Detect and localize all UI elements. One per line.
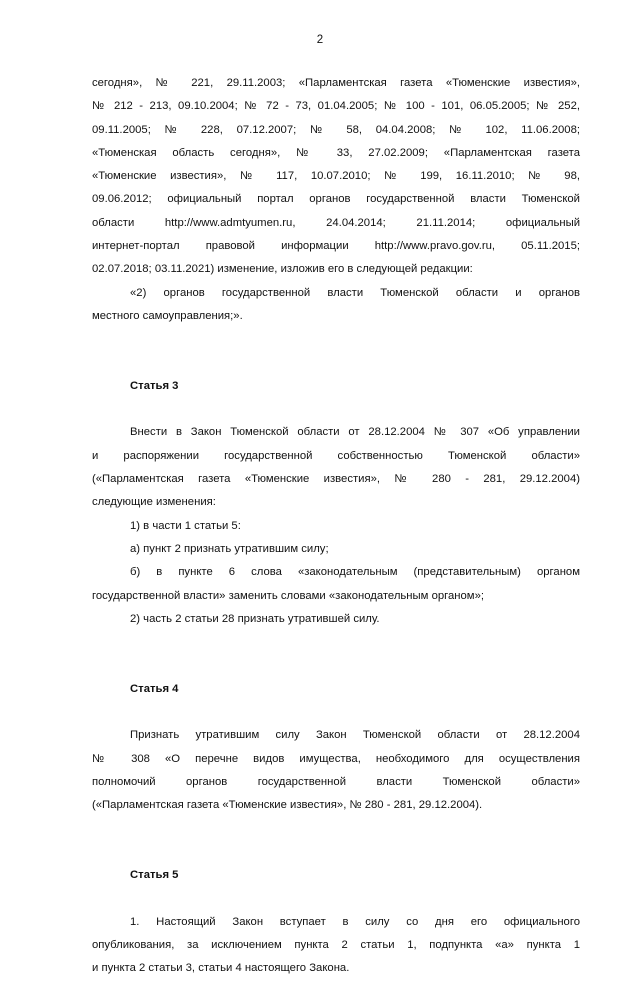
list-item: 1) в части 1 статьи 5: <box>130 519 241 532</box>
text-line: «Тюменская область сегодня», № 33, 27.02.2009; «Парламентская газета <box>92 146 580 159</box>
text-line: области http://www.admtyumen.ru, 24.04.2014; 21.11.2014; официальный <box>92 216 580 229</box>
article-3-heading: Статья 3 <box>130 379 179 392</box>
text-line: («Парламентская газета «Тюменские известия», № 280 - 281, 29.12.2004) <box>92 473 580 486</box>
text-line: и пункта 2 статьи 3, статьи 4 настоящего Закона. <box>92 962 350 975</box>
text-line: опубликования, за исключением пункта 2 статьи 1, подпункта «а» пункта 1 <box>92 938 580 951</box>
text-line: № 212 - 213, 09.10.2004; № 72 - 73, 01.04.2005; № 100 - 101, 06.05.2005; № 252, <box>92 100 580 113</box>
text-line: следующие изменения: <box>92 496 216 509</box>
text-line: «Тюменские известия», № 117, 10.07.2010; № 199, 16.11.2010; № 98, <box>92 170 580 183</box>
intro-paragraph <box>92 72 580 282</box>
list-item: 2) часть 2 статьи 28 признать утратившей силу. <box>130 612 380 625</box>
article-5-heading: Статья 5 <box>130 869 179 882</box>
text-line: 09.11.2005; № 228, 07.12.2007; № 58, 04.04.2008; № 102, 11.06.2008; <box>92 123 580 136</box>
text-line: 1. Настоящий Закон вступает в силу со дня его официального <box>130 915 580 928</box>
text-line: 09.06.2012; официальный портал органов государственной власти Тюменской <box>92 193 580 206</box>
document-body <box>92 72 580 981</box>
text-line: интернет-портал правовой информации http://www.pravo.gov.ru, 05.11.2015; <box>92 240 580 253</box>
list-item: а) пункт 2 признать утратившим силу; <box>130 542 329 555</box>
text-line: сегодня», № 221, 29.11.2003; «Парламентская газета «Тюменские известия», <box>92 77 580 89</box>
text-line: Признать утратившим силу Закон Тюменской области от 28.12.2004 <box>130 729 580 742</box>
quote-line: местного самоуправления;». <box>92 309 243 322</box>
text-line: 02.07.2018; 03.11.2021) изменение, изложив его в следующей редакции: <box>92 263 473 276</box>
text-line: и распоряжении государственной собственностью Тюменской области» <box>92 449 580 462</box>
quote-line: «2) органов государственной власти Тюменской области и органов <box>130 286 580 299</box>
text-line: («Парламентская газета «Тюменские известия», № 280 - 281, 29.12.2004). <box>92 799 483 812</box>
page-number: 2 <box>316 34 324 46</box>
article-4-heading: Статья 4 <box>130 682 179 695</box>
list-item: б) в пункте 6 слова «законодательным (представительным) органом <box>130 566 580 579</box>
text-line: полномочий органов государственной власти Тюменской области» <box>92 775 580 788</box>
text-line: № 308 «О перечне видов имущества, необходимого для осуществления <box>92 752 580 765</box>
text-line: государственной власти» заменить словами «законодательным органом»; <box>92 589 484 602</box>
text-line: Внести в Закон Тюменской области от 28.12.2004 № 307 «Об управлении <box>130 426 580 439</box>
